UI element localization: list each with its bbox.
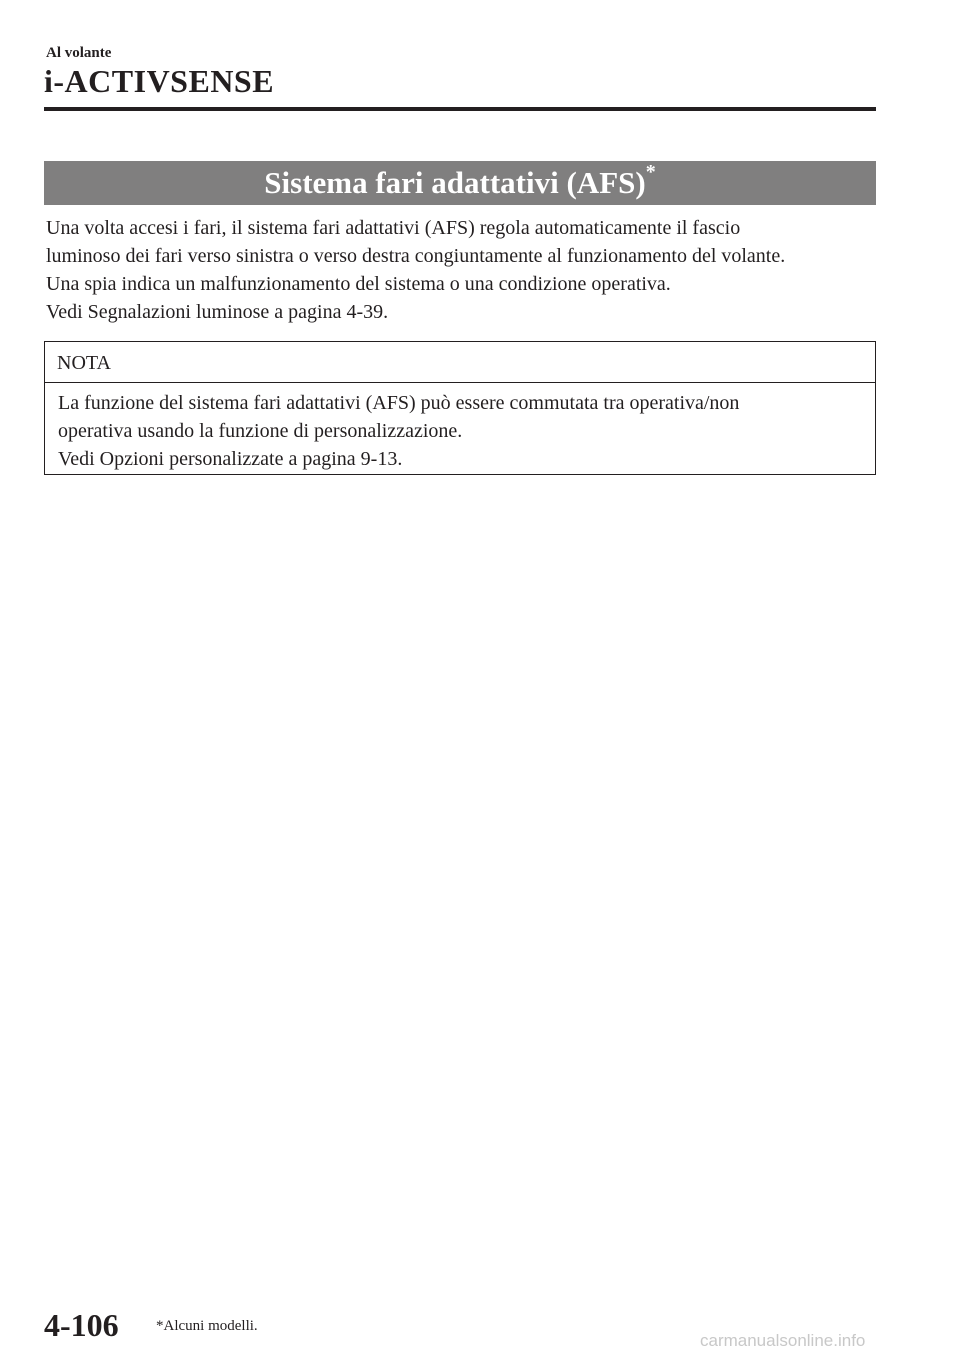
footnote-marker: *	[645, 160, 656, 183]
breadcrumb: Al volante	[46, 45, 112, 61]
title-divider	[44, 107, 876, 111]
section-title: Sistema fari adattativi (AFS)	[264, 165, 646, 200]
watermark: carmanualsonline.info	[700, 1331, 866, 1350]
page-number: 4-106	[44, 1307, 119, 1343]
note-line: operativa usando la funzione di personalizzazione.	[58, 420, 463, 442]
section-heading	[44, 161, 876, 205]
note-header: NOTA	[45, 342, 875, 383]
body-link-line: Vedi Segnalazioni luminose a pagina 4-39.	[46, 301, 389, 323]
body-line: Una spia indica un malfunzionamento del sistema o una condizione operativa.	[46, 273, 671, 295]
note-link-line: Vedi Opzioni personalizzate a pagina 9-13.	[58, 448, 403, 470]
body-line: Una volta accesi i fari, il sistema fari adattativi (AFS) regola automaticamente il fascio	[46, 217, 741, 239]
note-line: La funzione del sistema fari adattativi (AFS) può essere commutata tra operativa/non	[58, 392, 740, 414]
note-body	[45, 383, 875, 473]
page-title: i-ACTIVSENSE	[44, 63, 275, 99]
note-box	[44, 341, 876, 475]
body-line: luminoso dei fari verso sinistra o verso destra congiuntamente al funzionamento del volante.	[46, 245, 786, 267]
footnote: *Alcuni modelli.	[156, 1318, 258, 1334]
body-paragraph	[46, 214, 886, 326]
